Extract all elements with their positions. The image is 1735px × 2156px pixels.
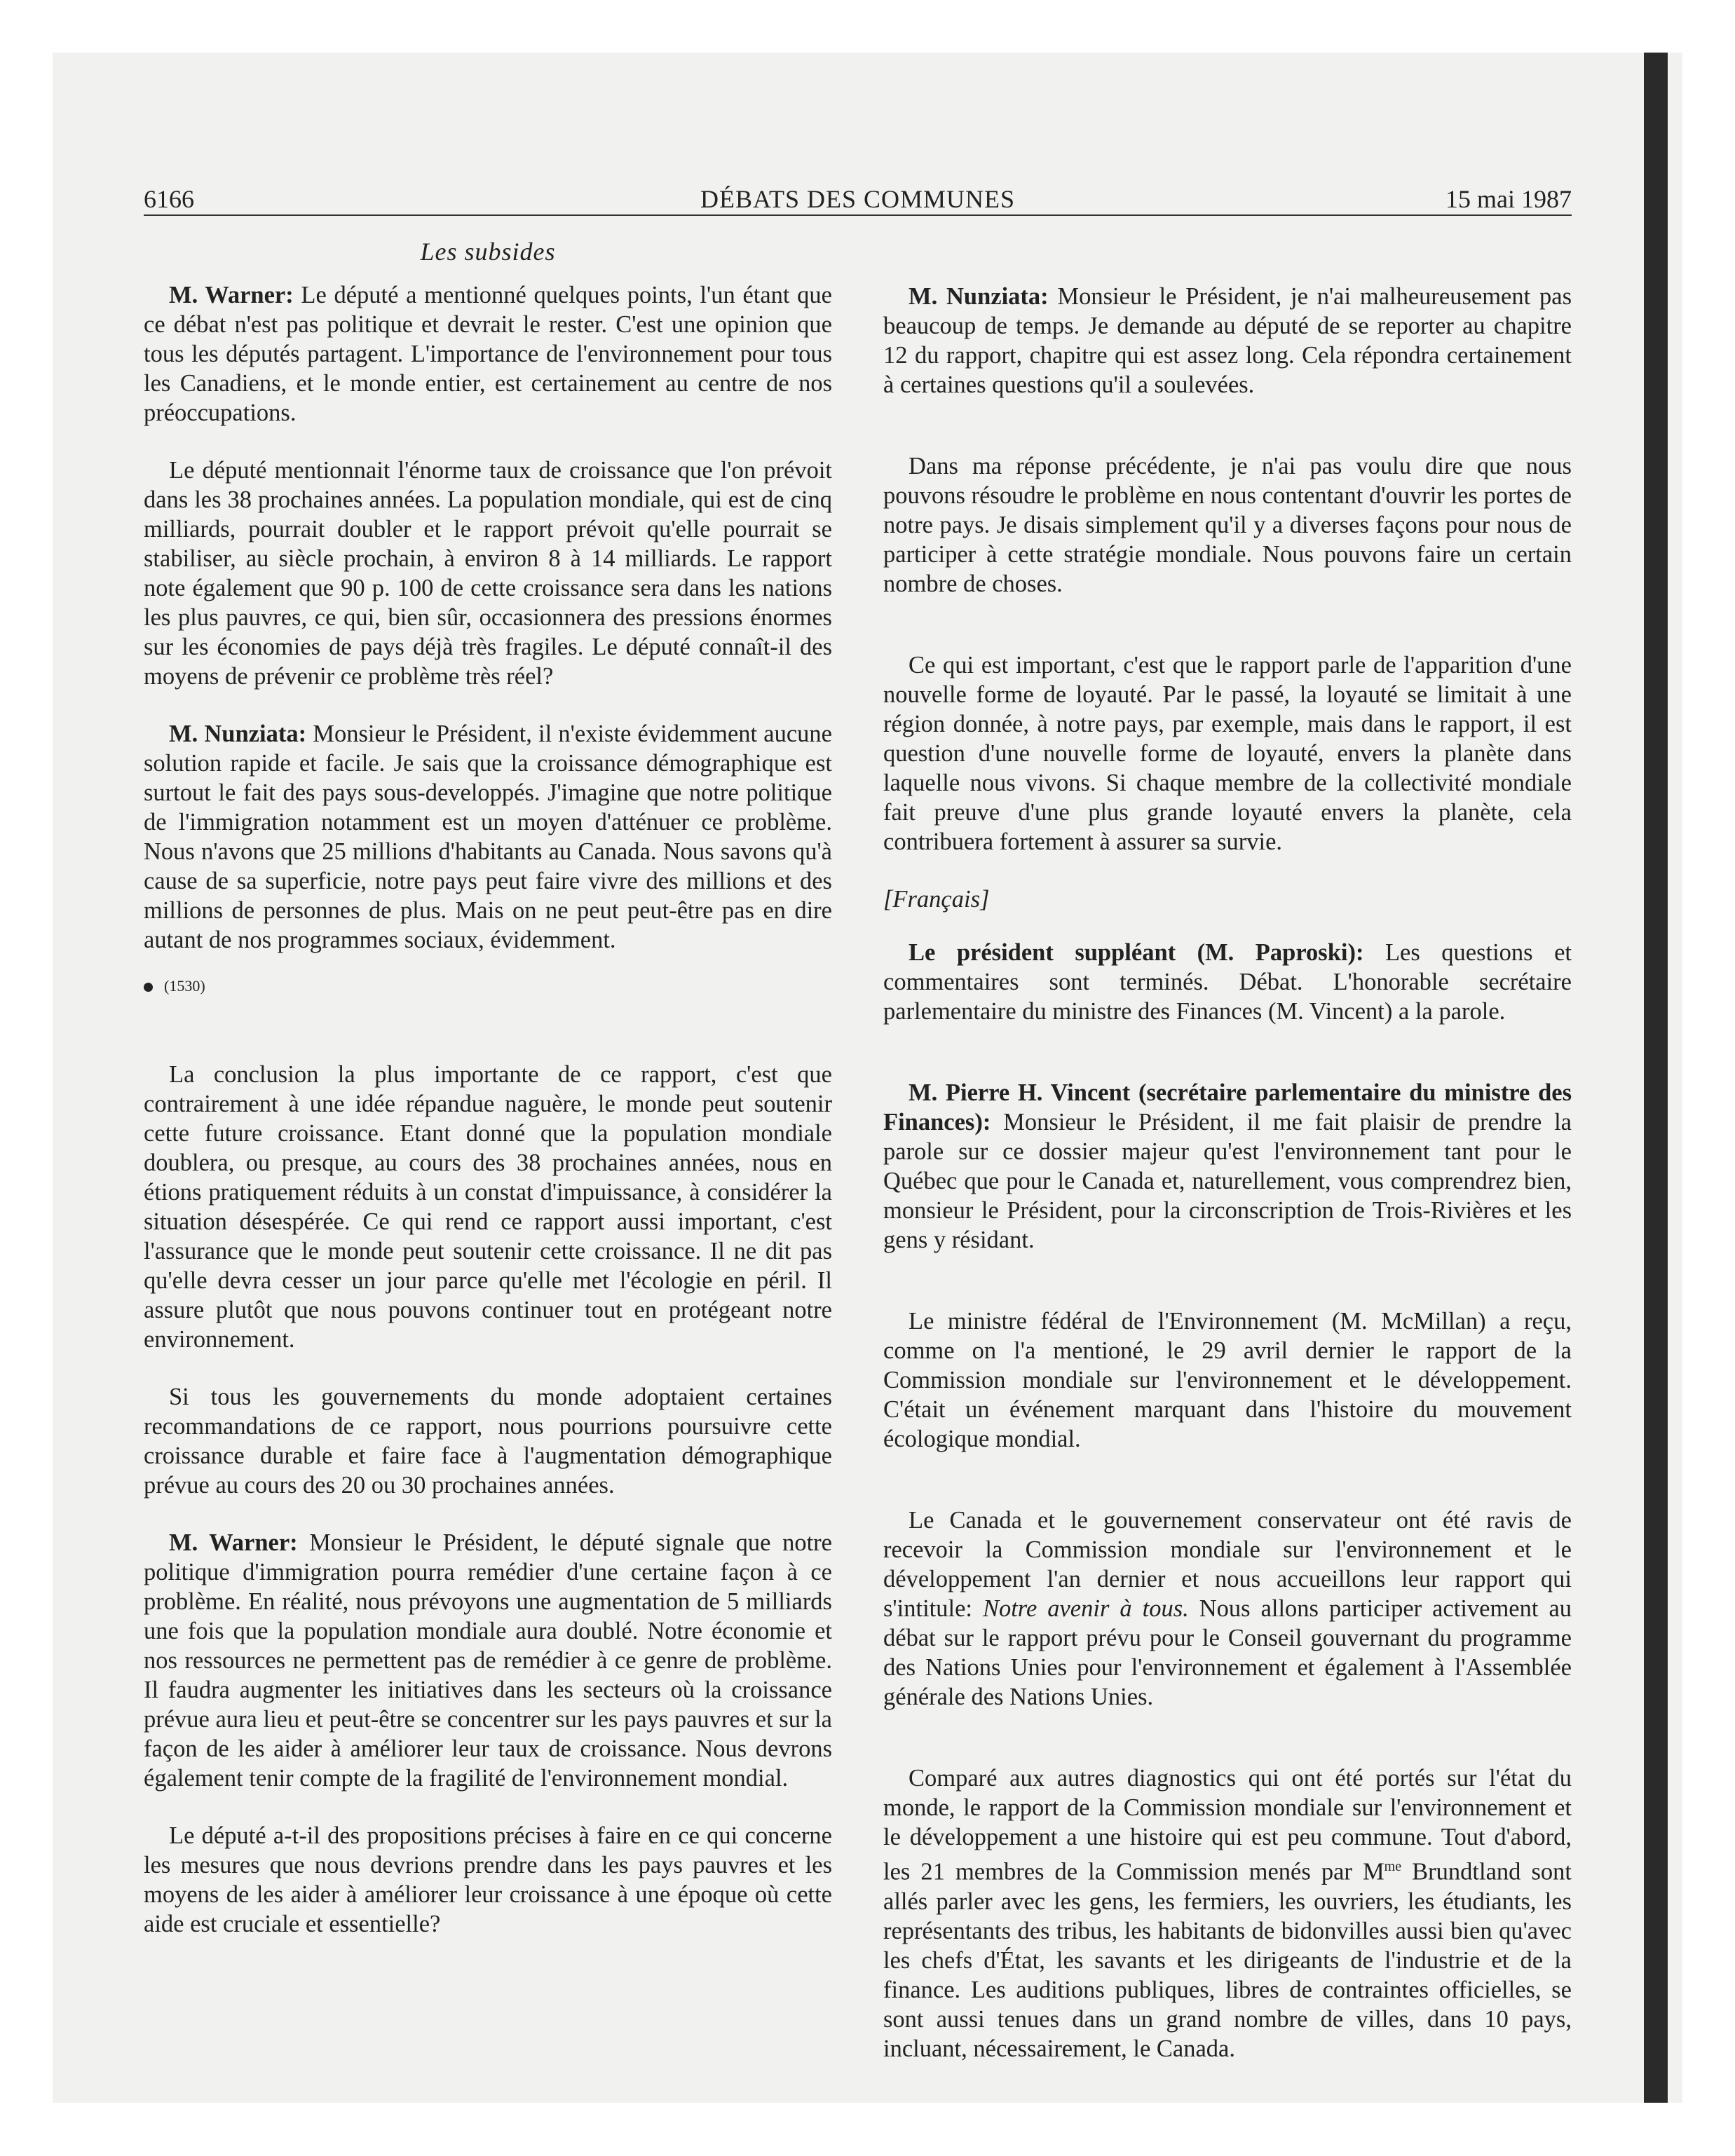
left-column — [144, 231, 832, 1967]
paragraph: Dans ma réponse précédente, je n'ai pas voulu dire que nous pouvons résoudre le problème en nous contentant d'ouvrir les portes de notre pays. Je disais simplement qu'il y a diverses façons pour nous de participer à cette stratégie mondiale. Nous pouvons faire un certain nombre de choses. — [883, 453, 1572, 597]
report-title: Notre avenir à tous. — [982, 1595, 1189, 1622]
paragraph — [883, 282, 1572, 400]
paragraph-text: Les questions et commentaires sont terminés. Débat. L'honorable secrétaire parlementaire du ministre des Finances (M. Vincent) a la parole. — [883, 939, 1572, 1025]
right-column — [883, 231, 1572, 2092]
paragraph-text: Le député a mentionné quelques points, l'un étant que ce débat n'est pas politique et devrait le rester. C'est une opinion que tous les députés partagent. L'importance de l'environnement pour tous les Canadiens, et le monde entier, est certainement au centre de nos préoccupations. — [144, 282, 832, 426]
paragraph-text: Monsieur le Président, il me fait plaisir de prendre la parole sur ce dossier majeur qu'est l'environnement tant pour le Québec que pour le Canada et, naturellement, vous comprendrez bien, monsieur le Président, pour la circonscription de Trois-Rivières et les gens y résidant. — [883, 1109, 1572, 1253]
paragraph: Le député a-t-il des propositions précises à faire en ce qui concerne les mesures que nous devrions prendre dans les pays pauvres et les moyens de les aider à améliorer leur croissance à une époque où cette aide est cruciale et essentielle? — [144, 1822, 832, 1937]
paragraph: La conclusion la plus importante de ce rapport, c'est que contrairement à une idée répandue naguère, le monde peut soutenir cette future croissance. Etant donné que la population mondiale doublera, ou presque, au cours des 38 prochaines années, nous en étions pratiquement réduits à un constat d'impuissance, à considérer la situation désespérée. Ce qui rend ce rapport aussi important, c'est l'assurance que le monde peut soutenir cette croissance. Il ne dit pas qu'elle devra cesser un jour parce qu'elle met l'écologie en péril. Il assure plutôt que nous pouvons continuer tout en protégeant notre environnement. — [144, 1061, 832, 1353]
paragraph — [144, 1528, 832, 1793]
paragraph — [144, 719, 832, 955]
speaker-name: M. Warner: — [169, 1529, 298, 1556]
paragraph-text: Monsieur le Président, je n'ai malheureusement pas beaucoup de temps. Je demande au député de se reporter au chapitre 12 du rapport, chapitre qui est assez long. Cela répondra certainement à certaines questions qu'il a soulevées. — [883, 283, 1572, 398]
paragraph — [883, 1763, 1572, 2063]
paragraph-text: Comparé aux autres diagnostics qui ont été portés sur l'état du monde, le rapport de la Commission mondiale sur l'environnement et le développement a une histoire qui est peu commune. Tout d'abord, les 21 membres de la Commission menés par M — [883, 1765, 1572, 1885]
paragraph: Ce qui est important, c'est que le rapport parle de l'apparition d'une nouvelle forme de loyauté. Par le passé, la loyauté se limitait à une région donnée, à notre pays, par exemple, mais dans le rapport, il est question d'une nouvelle forme de loyauté, envers la planète dans laquelle nous vivons. Si chaque membre de la collectivité mondiale fait preuve d'une plus grande loyauté envers la planète, cela contribuera fortement à assurer sa survie. — [883, 652, 1572, 855]
paragraph: Si tous les gouvernements du monde adoptaient certaines recommandations de ce rapport, nous pourrions poursuivre cette croissance durable et faire face à l'augmentation démographique prévue au cours des 20 ou 30 prochaines années. — [144, 1384, 832, 1499]
paragraph: Le ministre fédéral de l'Environnement (M. McMillan) a reçu, comme on l'a mentioné, le 29 avril dernier le rapport de la Commission mondiale sur l'environnement et le développement. C'était un événement marquant dans l'histoire du mouvement écologique mondial. — [883, 1308, 1572, 1452]
speaker-name: Le président suppléant (M. Paproski): — [909, 939, 1364, 966]
speaker-name: M. Nunziata: — [909, 283, 1049, 310]
paragraph-text: Le Canada et le gouvernement conservateur ont été ravis de recevoir la Commission mondiale sur l'environnement et le développement l'an dernier et nous accueillons leur rapport qui s'intitule: — [883, 1507, 1572, 1622]
paragraph-text: Nous allons participer activement au débat sur le rapport prévu pour le Conseil gouvernant du programme des Nations Unies pour l'environnement et également à l'Assemblée générale des Nations Unies. — [883, 1595, 1572, 1710]
timestamp-marker — [144, 976, 832, 997]
page-header — [144, 184, 1572, 216]
speaker-name: M. Nunziata: — [169, 721, 307, 747]
section-title: Les subsides — [420, 238, 556, 266]
scan-edge-bar — [1644, 53, 1668, 2103]
speaker-name: M. Warner: — [169, 282, 294, 308]
timestamp: (1530) — [164, 977, 205, 995]
speaker-name: M. Pierre H. Vincent (secrétaire parlementaire du ministre des Finances): — [883, 1079, 1572, 1135]
superscript: me — [1384, 1859, 1402, 1874]
paragraph — [144, 280, 832, 428]
publication-title: DÉBATS DES COMMUNES — [700, 185, 1016, 213]
paragraph: Le député mentionnait l'énorme taux de croissance que l'on prévoit dans les 38 prochaines années. La population mondiale, qui est de cinq milliards, pourrait doubler et le rapport prévoit qu'elle pourrait se stabiliser, au siècle prochain, à environ 8 à 14 milliards. Le rapport note également que 90 p. 100 de cette croissance sera dans les nations les plus pauvres, ce qui, bien sûr, occasionnera des pressions énormes sur les économies de pays déjà très fragiles. Le député connaît-il des moyens de prévenir ce problème très réel? — [144, 457, 832, 690]
paragraph-text: Brundtland sont allés parler avec les gens, les fermiers, les ouvriers, les étudiants, les représentants des tribus, les habitants de bidonvilles aussi bien qu'avec les chefs d'État, les savants et les dirigeants de l'industrie et de la finance. Les auditions publiques, libres de contraintes officielles, se sont aussi tenues dans un grand nombre de villes, dans 10 pays, incluant, nécessairement, le Canada. — [883, 1858, 1572, 2062]
page-date: 15 mai 1987 — [1445, 185, 1572, 213]
paragraph-text: Monsieur le Président, le député signale que notre politique d'immigration pourra remédier d'une certaine façon à ce problème. En réalité, nous prévoyons une augmentation de 5 milliards une fois que la population mondiale aura doublé. Notre économie et nos ressources ne permettent pas de remédier à ce genre de problème. Il faudra augmenter les initiatives dans les secteurs où la croissance prévue aura lieu et peut-être se concentrer sur les pays pauvres et sur la façon de les aider à améliorer leur taux de croissance. Nous devrons également tenir compte de la fragilité de l'environnement mondial. — [144, 1529, 832, 1792]
paragraph — [883, 1506, 1572, 1712]
paragraph — [883, 1078, 1572, 1255]
paragraph-text: Monsieur le Président, il n'existe évidemment aucune solution rapide et facile. Je sais que la croissance démographique est surtout le fait des pays sous-developpés. J'imagine que notre politique de l'immigration notamment est un moyen d'atténuer ce problème. Nous n'avons que 25 millions d'habitants au Canada. Nous savons qu'à cause de sa superficie, notre pays peut faire vivre des millions et des millions de personnes de plus. Mais on ne peut peut-être pas en dire autant de nos programmes sociaux, évidemment. — [144, 721, 832, 953]
paragraph — [883, 938, 1572, 1026]
language-marker: [Français] — [883, 886, 990, 913]
bullet-dot-icon — [144, 983, 153, 992]
page-number: 6166 — [144, 185, 194, 213]
